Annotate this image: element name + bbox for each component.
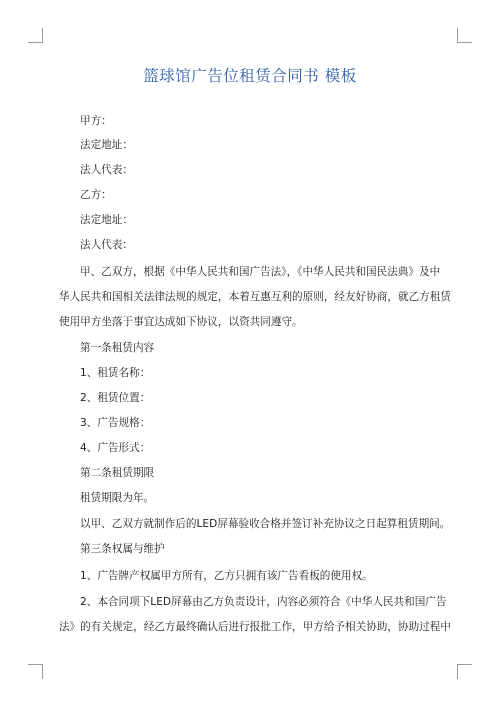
crop-mark-top-left (28, 28, 43, 43)
party-b-address-label: 法定地址： (80, 214, 133, 226)
ownership-clause: 1、广告牌产权属甲方所有，乙方只拥有该广告看板的使用权。 (80, 570, 373, 582)
ad-form-item: 4、广告形式： (80, 442, 151, 454)
party-a-label: 甲方： (80, 115, 112, 127)
party-a-representative-label: 法人代表： (80, 164, 133, 176)
preamble-line-3: 使用甲方坐落于事宜达成如下协议，以资共同遵守。 (59, 316, 303, 328)
ad-spec-item: 3、广告规格： (80, 417, 151, 429)
preamble-line-2: 华人民共和国相关法律法规的规定，本着互惠互利的原则，经友好协商，就乙方租赁 (59, 291, 451, 303)
article-3-heading: 第三条权属与维护 (80, 543, 165, 555)
crop-mark-bottom-right (457, 664, 472, 679)
party-a-address-label: 法定地址： (80, 139, 133, 151)
lease-location-item: 2、租赁位置： (80, 392, 151, 404)
party-b-label: 乙方： (80, 189, 112, 201)
lease-name-item: 1、租赁名称： (80, 367, 151, 379)
party-b-representative-label: 法人代表： (80, 239, 133, 251)
crop-mark-top-right (457, 28, 472, 43)
article-1-heading: 第一条租赁内容 (80, 342, 155, 354)
design-clause-line-1: 2、本合同项下LED屏幕由乙方负责设计，内容必须符合《中华人民共和国广告 (80, 596, 447, 608)
article-2-heading: 第二条租赁期限 (80, 467, 155, 479)
lease-term-text: 租赁期限为年。 (80, 492, 155, 504)
preamble-line-1: 甲、乙双方，根据《中华人民共和国广告法》，《中华人民共和国民法典》及中 (80, 266, 441, 278)
design-clause-line-2: 法》的有关规定，经乙方最终确认后进行报批工作，甲方给予相关协助，协助过程中 (59, 621, 451, 633)
crop-mark-bottom-left (28, 664, 43, 679)
document-title: 篮球馆广告位租赁合同书 模板 (143, 67, 357, 85)
lease-start-text: 以甲、乙双方就制作后的LED屏幕验收合格并签订补充协议之日起算租赁期间。 (80, 518, 451, 530)
